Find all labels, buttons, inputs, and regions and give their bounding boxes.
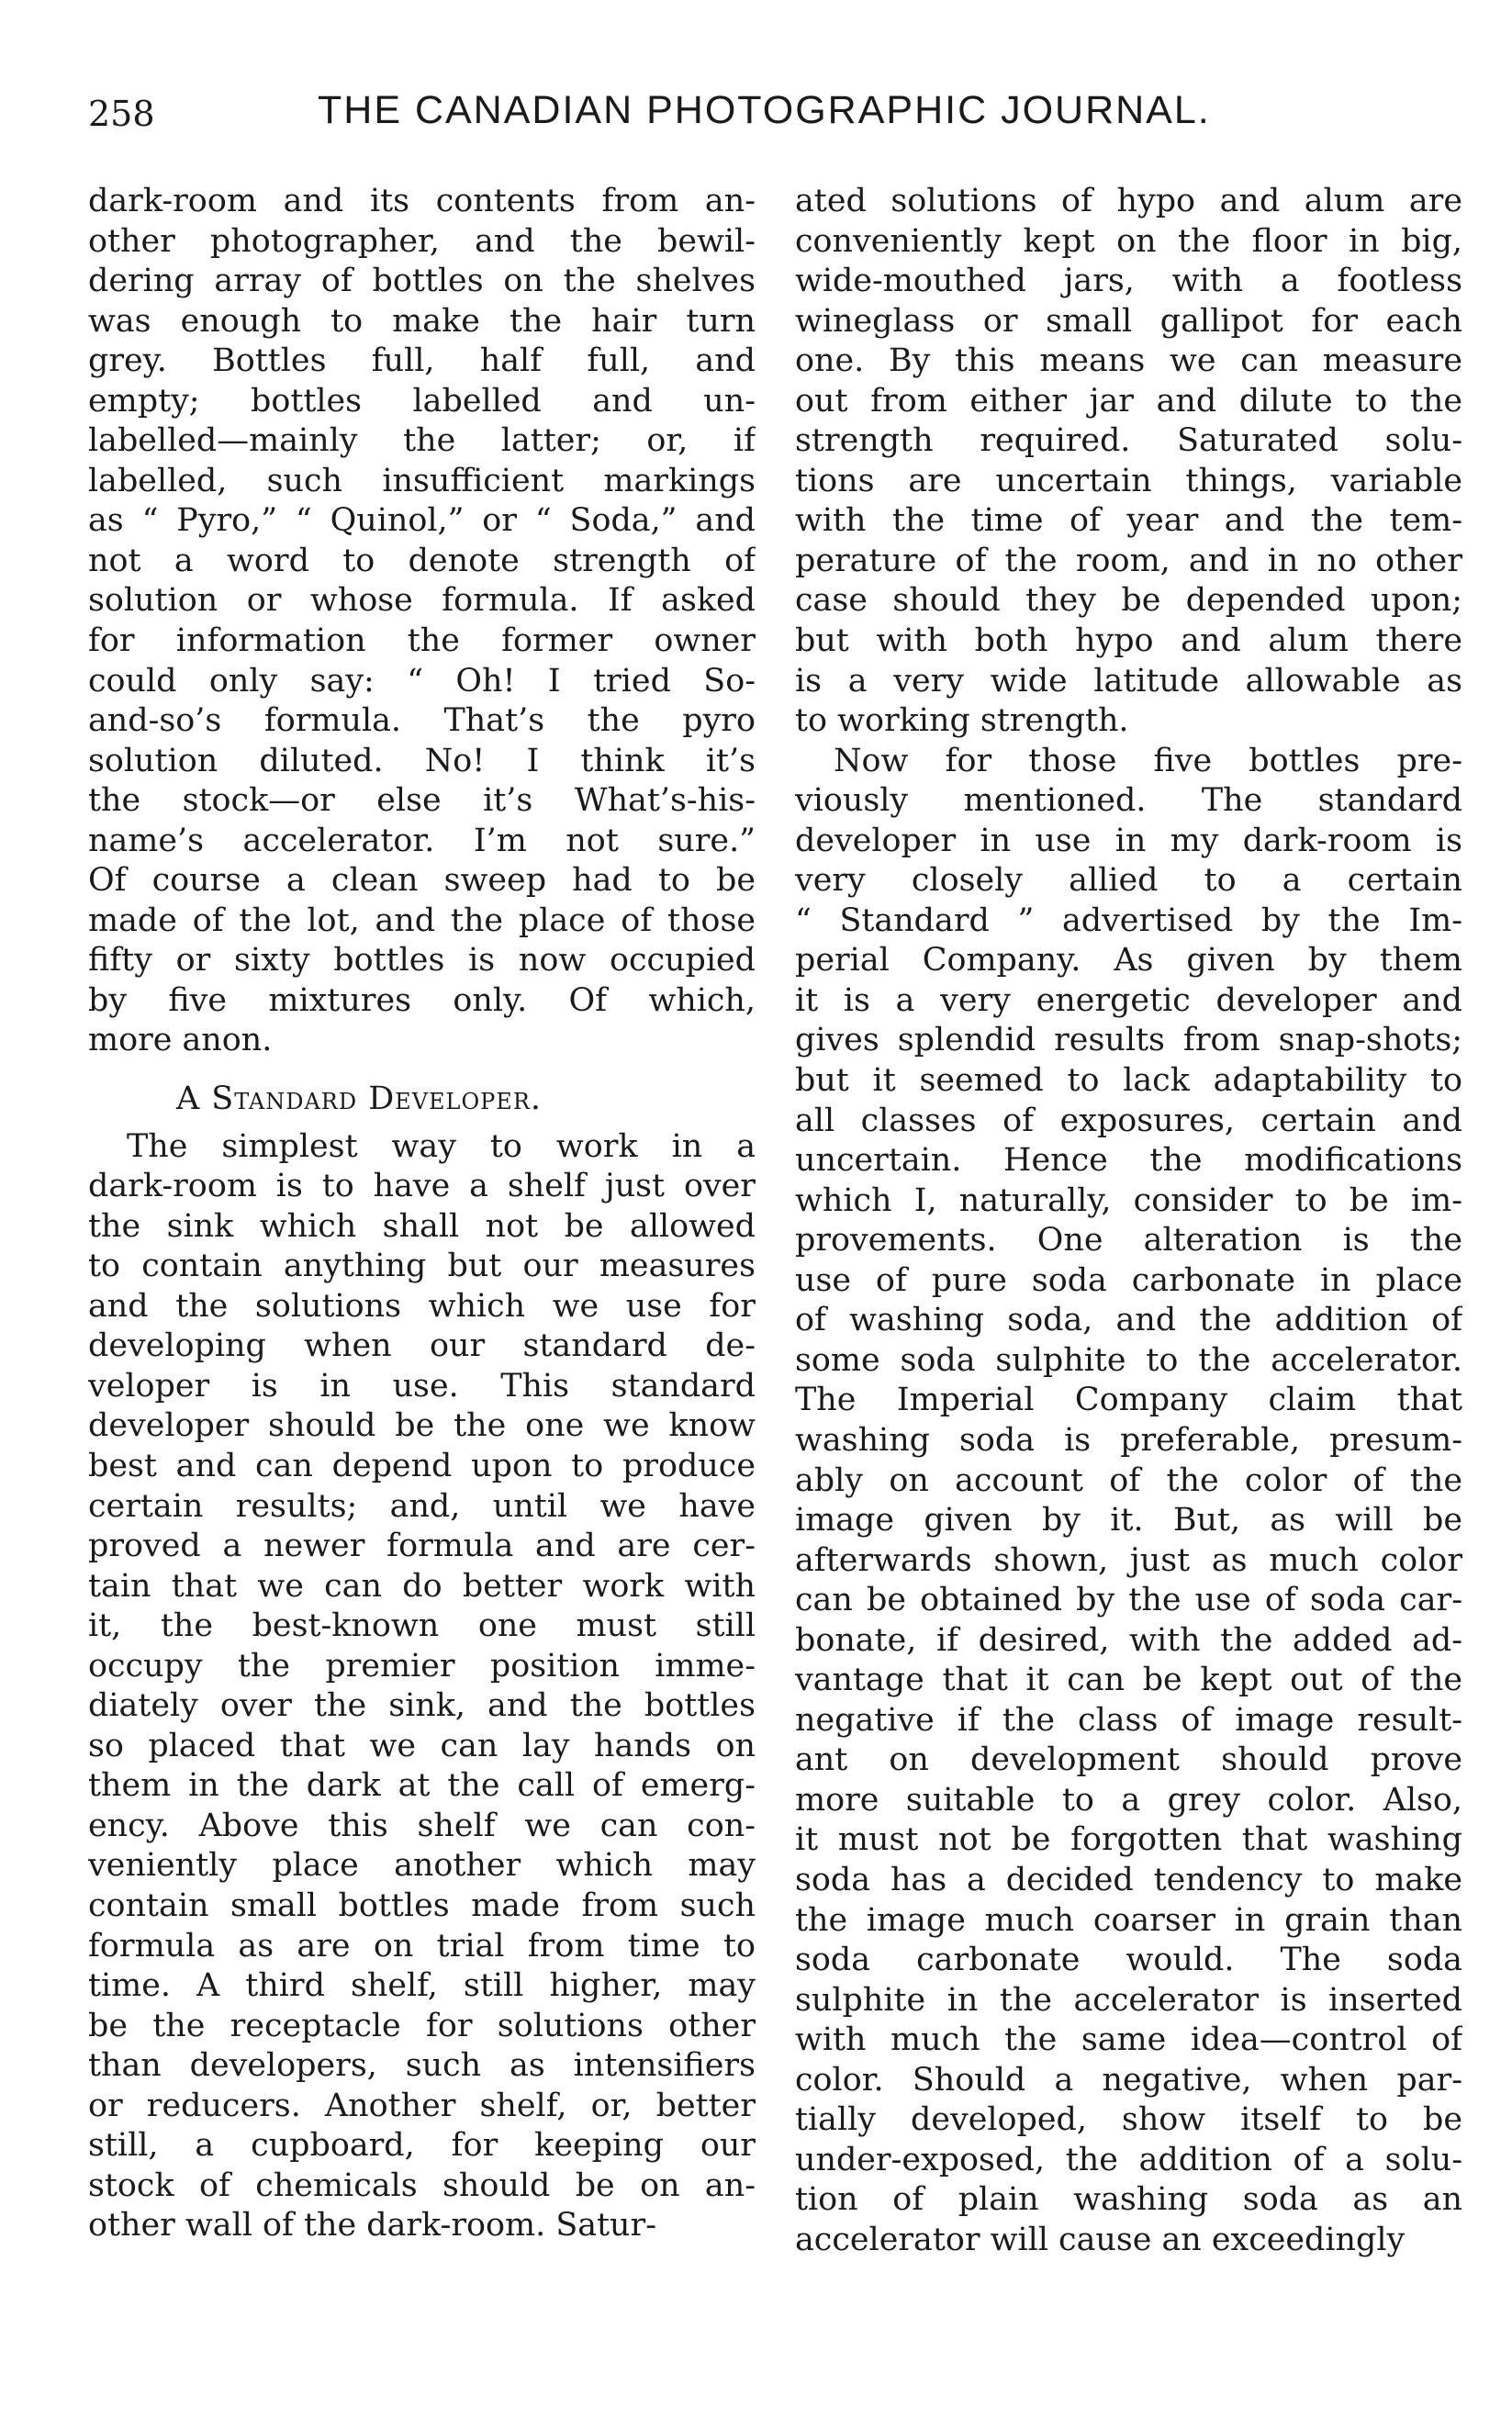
text-line: proved a newer formula and are cer- <box>88 1528 756 1565</box>
text-line: washing soda is preferable, presum- <box>795 1421 1462 1459</box>
text-line: time. A third shelf, still higher, may <box>88 1967 756 2005</box>
text-line: ant on development should prove <box>795 1741 1462 1779</box>
text-line: veniently place another which may <box>88 1847 756 1885</box>
left-paragraph-2 <box>88 1127 756 2246</box>
text-line: is a very wide latitude allowable as <box>795 662 1462 700</box>
text-line: some soda sulphite to the accelerator. <box>795 1341 1462 1379</box>
text-line: wineglass or small gallipot for each <box>795 302 1462 340</box>
text-line: perature of the room, and in no other <box>795 542 1462 579</box>
text-line: grey. Bottles full, half full, and <box>88 342 756 380</box>
text-line: case should they be depended upon; <box>795 582 1462 620</box>
text-line: be the receptacle for solutions other <box>88 2007 756 2044</box>
text-line: tion of plain washing soda as an <box>795 2181 1462 2219</box>
text-line: with the time of year and the tem- <box>795 502 1462 540</box>
text-line: soda has a decided tendency to make <box>795 1861 1462 1898</box>
text-line: vantage that it can be kept out of the <box>795 1662 1462 1699</box>
right-paragraph-2 <box>795 742 1462 2261</box>
text-line: ably on account of the color of the <box>795 1461 1462 1499</box>
text-line: empty; bottles labelled and un- <box>88 382 756 420</box>
section-heading: A Standard Developer. <box>176 1080 542 1118</box>
text-line: labelled—mainly the latter; or, if <box>88 422 756 460</box>
spacer <box>88 1120 756 1127</box>
spacer <box>88 1061 756 1080</box>
text-line: afterwards shown, just as much color <box>795 1541 1462 1579</box>
text-line: than developers, such as intensifiers <box>88 2047 756 2085</box>
text-line: developer in use in my dark-room is <box>795 822 1462 859</box>
text-line: developer should be the one we know <box>88 1407 756 1445</box>
text-line: diately over the sink, and the bottles <box>88 1687 756 1725</box>
text-line: one. By this means we can measure <box>795 342 1462 380</box>
text-line: contain small bottles made from such <box>88 1886 756 1924</box>
text-line: as “ Pyro,” “ Quinol,” or “ Soda,” and <box>88 502 756 540</box>
text-line: more suitable to a grey color. Also, <box>795 1781 1462 1819</box>
text-line: dark-room and its contents from an- <box>88 183 756 219</box>
text-line: tain that we can do better work with <box>88 1567 756 1605</box>
text-line: to working strength. <box>795 702 1129 740</box>
text-line: but with both hypo and alum there <box>795 622 1462 660</box>
text-line: dark-room is to have a shelf just over <box>88 1168 756 1205</box>
text-line: for information the former owner <box>88 622 756 660</box>
text-line: other photographer, and the bewil- <box>88 222 756 260</box>
text-line: Of course a clean sweep had to be <box>88 862 756 900</box>
text-line: “ Standard ” advertised by the Im- <box>795 901 1462 939</box>
left-paragraph-1 <box>88 182 756 1061</box>
page-number: 258 <box>88 94 155 134</box>
text-line: tions are uncertain things, variable <box>795 462 1462 499</box>
text-line: solution or whose formula. If asked <box>88 582 756 620</box>
text-line: solution diluted. No! I think it’s <box>88 742 756 779</box>
text-line: of washing soda, and the addition of <box>795 1302 1462 1339</box>
text-line: formula as are on trial from time to <box>88 1927 756 1965</box>
text-line: bonate, if desired, with the added ad- <box>795 1621 1462 1659</box>
text-line: under-exposed, the addition of a solu- <box>795 2141 1462 2178</box>
text-line: the image much coarser in grain than <box>795 1901 1462 1939</box>
text-line: and-so’s formula. That’s the pyro <box>88 702 756 740</box>
text-line: it must not be forgotten that washing <box>795 1821 1462 1859</box>
text-line: it is a very energetic developer and <box>795 981 1462 1019</box>
text-line: developing when our standard de- <box>88 1327 756 1365</box>
text-line: viously mentioned. The standard <box>795 782 1462 820</box>
text-line: The simplest way to work in a <box>127 1127 756 1165</box>
text-line: uncertain. Hence the modifications <box>795 1142 1462 1180</box>
text-line: perial Company. As given by them <box>795 942 1462 980</box>
text-line: stock of chemicals should be on an- <box>88 2166 756 2204</box>
text-line: fifty or sixty bottles is now occupied <box>88 942 756 980</box>
text-line: name’s accelerator. I’m not sure.” <box>88 822 756 859</box>
text-line: tially developed, show itself to be <box>795 2101 1462 2139</box>
text-line: very closely allied to a certain <box>795 862 1462 900</box>
text-line: other wall of the dark-room. Satur- <box>88 2207 656 2244</box>
right-paragraph-1 <box>795 182 1462 742</box>
text-line: them in the dark at the call of emerg- <box>88 1767 756 1805</box>
text-line: ency. Above this shelf we can con- <box>88 1807 756 1844</box>
text-line: and the solutions which we use for <box>88 1287 756 1325</box>
text-line: image given by it. But, as will be <box>795 1502 1462 1539</box>
text-line: use of pure soda carbonate in place <box>795 1261 1462 1299</box>
left-column <box>88 182 756 2246</box>
text-line: Now for those five bottles pre- <box>834 742 1462 779</box>
text-line: the stock—or else it’s What’s-his- <box>88 782 756 820</box>
page-header <box>88 88 1447 152</box>
text-line: or reducers. Another shelf, or, better <box>88 2087 756 2124</box>
text-line: so placed that we can lay hands on <box>88 1727 756 1764</box>
text-line: provements. One alteration is the <box>795 1222 1462 1259</box>
text-line: but it seemed to lack adaptability to <box>795 1062 1462 1100</box>
text-line: out from either jar and dilute to the <box>795 382 1462 420</box>
text-line: The Imperial Company claim that <box>795 1382 1462 1419</box>
text-line: all classes of exposures, certain and <box>795 1102 1462 1139</box>
text-line: gives splendid results from snap-shots; <box>795 1022 1462 1059</box>
text-line: conveniently kept on the floor in big, <box>795 222 1462 260</box>
text-line: was enough to make the hair turn <box>88 302 756 340</box>
text-line: certain results; and, until we have <box>88 1487 756 1525</box>
text-line: more anon. <box>88 1022 273 1059</box>
text-line: wide-mouthed jars, with a footless <box>795 263 1462 300</box>
text-line: accelerator will cause an exceedingly <box>795 2221 1406 2258</box>
text-line: to contain anything but our measures <box>88 1248 756 1285</box>
text-line: could only say: “ Oh! I tried So- <box>88 662 756 700</box>
text-line: labelled, such insufficient markings <box>88 462 756 499</box>
text-line: by five mixtures only. Of which, <box>88 981 756 1019</box>
text-line: still, a cupboard, for keeping our <box>88 2127 756 2165</box>
text-line: made of the lot, and the place of those <box>88 901 756 939</box>
text-line: ated solutions of hypo and alum are <box>795 183 1462 219</box>
text-line: occupy the premier position imme- <box>88 1647 756 1685</box>
journal-title: THE CANADIAN PHOTOGRAPHIC JOURNAL. <box>318 88 1211 132</box>
right-column <box>795 182 1462 2260</box>
text-line: can be obtained by the use of soda car- <box>795 1582 1462 1619</box>
text-line: dering array of bottles on the shelves <box>88 263 756 300</box>
text-line: sulphite in the accelerator is inserted <box>795 1981 1462 2019</box>
text-line: not a word to denote strength of <box>88 542 756 579</box>
text-line: best and can depend upon to produce <box>88 1447 756 1484</box>
text-line: negative if the class of image result- <box>795 1701 1462 1739</box>
text-line: veloper is in use. This standard <box>88 1367 756 1405</box>
text-line: with much the same idea—control of <box>795 2021 1462 2059</box>
text-line: soda carbonate would. The soda <box>795 1942 1462 1979</box>
text-line: strength required. Saturated solu- <box>795 422 1462 460</box>
text-line: the sink which shall not be allowed <box>88 1207 756 1245</box>
text-line: color. Should a negative, when par- <box>795 2061 1462 2099</box>
text-line: it, the best-known one must still <box>88 1607 756 1645</box>
text-line: which I, naturally, consider to be im- <box>795 1181 1462 1219</box>
